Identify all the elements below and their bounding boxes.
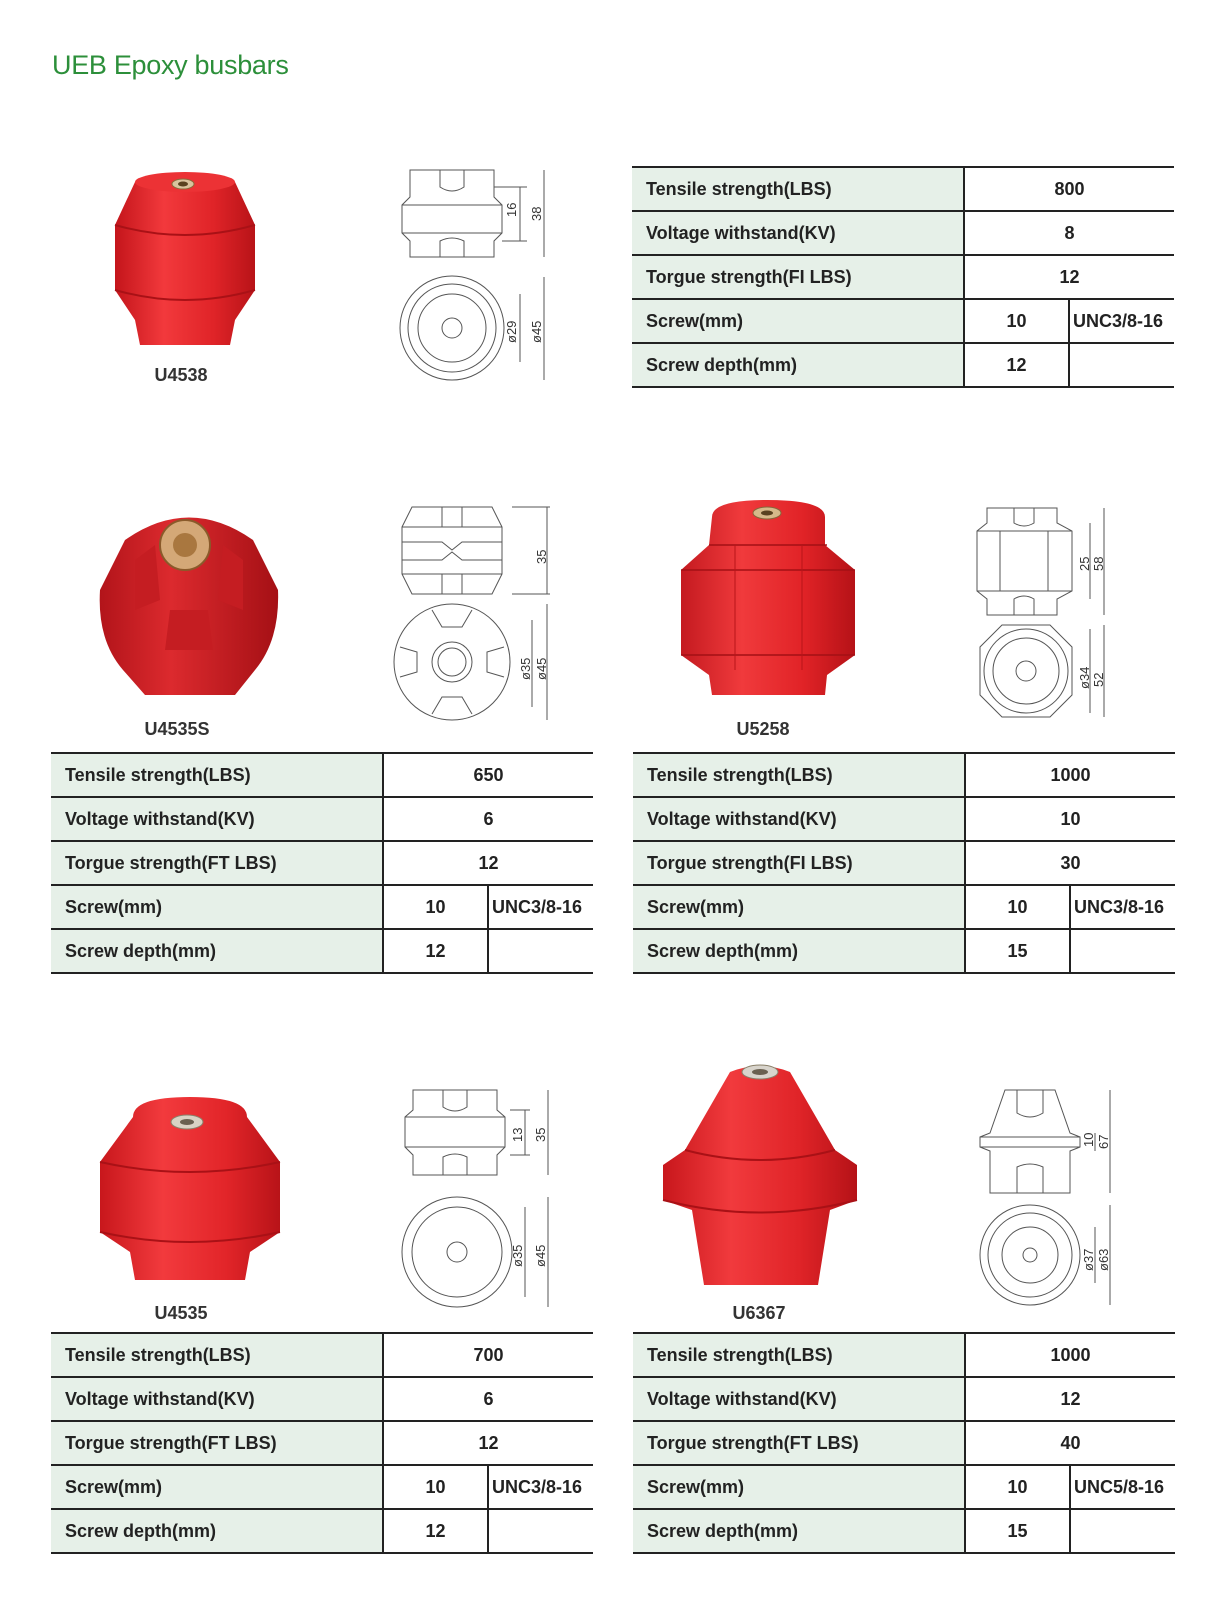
dim-2: 35 (533, 1127, 548, 1142)
table-row: Screw(mm) 10 UNC3/8-16 (51, 1465, 593, 1509)
table-row: Tensile strength(LBS) 700 (51, 1333, 593, 1377)
dim-1: 13 (510, 1127, 525, 1142)
model-label-u4538: U4538 (154, 365, 208, 385)
table-row: Torgue strength(FI LBS) 30 (633, 841, 1175, 885)
dim-2: 67 (1096, 1134, 1111, 1149)
model-label-u4535s: U4535S (144, 719, 210, 739)
spec-table-u4535 (51, 1332, 593, 1554)
table-row: Screw(mm) 10 UNC3/8-16 (632, 299, 1174, 343)
table-row: Tensile strength(LBS) 800 (632, 167, 1174, 211)
table-row: Torgue strength(FI LBS) 12 (632, 255, 1174, 299)
technical-drawing-u6367 (975, 1085, 1125, 1315)
technical-drawing-u4535 (395, 1085, 560, 1310)
dim-3: ø35 (510, 1244, 525, 1267)
spec-table-u4538 (632, 166, 1174, 388)
table-row: Screw(mm) 10 UNC3/8-16 (51, 885, 593, 929)
dim-4: 52 (1091, 672, 1106, 687)
table-row: Voltage withstand(KV) 6 (51, 797, 593, 841)
table-row: Torgue strength(FT LBS) 12 (51, 1421, 593, 1465)
table-row: Screw depth(mm) 15 (633, 1509, 1175, 1553)
dim-4: ø45 (533, 1244, 548, 1267)
dim-4: ø45 (529, 320, 544, 343)
spec-table-u4535s (51, 752, 593, 974)
technical-drawing-u4535s (392, 502, 562, 724)
table-row: Voltage withstand(KV) 10 (633, 797, 1175, 841)
page-title: UEB Epoxy busbars (52, 50, 289, 80)
dim-3: ø34 (1077, 666, 1092, 689)
technical-drawing-u4538 (392, 165, 562, 385)
dim-1: 10 (1081, 1132, 1096, 1147)
dim-3: ø29 (504, 320, 519, 343)
model-label-u5258: U5258 (736, 719, 790, 739)
table-row: Tensile strength(LBS) 1000 (633, 1333, 1175, 1377)
dim-4: ø63 (1096, 1248, 1111, 1271)
dim-1: 25 (1077, 556, 1092, 571)
dim-1: 16 (504, 202, 519, 217)
dim-1: 35 (534, 549, 549, 564)
dim-2: 58 (1091, 556, 1106, 571)
model-label-u4535: U4535 (154, 1303, 208, 1323)
product-photo-u4538 (95, 170, 275, 355)
dim-2: 38 (529, 206, 544, 221)
table-row: Torgue strength(FT LBS) 40 (633, 1421, 1175, 1465)
table-row: Voltage withstand(KV) 6 (51, 1377, 593, 1421)
table-row: Screw(mm) 10 UNC5/8-16 (633, 1465, 1175, 1509)
table-row: Screw depth(mm) 12 (51, 1509, 593, 1553)
technical-drawing-u5258 (972, 503, 1122, 725)
dim-3: ø37 (1081, 1248, 1096, 1271)
table-row: Tensile strength(LBS) 1000 (633, 753, 1175, 797)
model-label-u6367: U6367 (732, 1303, 786, 1323)
table-row: Screw depth(mm) 12 (51, 929, 593, 973)
table-row: Screw depth(mm) 15 (633, 929, 1175, 973)
table-row: Screw(mm) 10 UNC3/8-16 (633, 885, 1175, 929)
table-row: Tensile strength(LBS) 650 (51, 753, 593, 797)
table-row: Torgue strength(FT LBS) 12 (51, 841, 593, 885)
product-photo-u5258 (677, 495, 859, 705)
table-row: Voltage withstand(KV) 12 (633, 1377, 1175, 1421)
dim-3: ø45 (534, 657, 549, 680)
spec-table-u5258 (633, 752, 1175, 974)
dim-2: ø35 (518, 657, 533, 680)
product-photo-u6367 (660, 1060, 860, 1292)
product-photo-u4535 (95, 1092, 285, 1287)
table-row: Screw depth(mm) 12 (632, 343, 1174, 387)
product-photo-u4535s (95, 500, 283, 700)
table-row: Voltage withstand(KV) 8 (632, 211, 1174, 255)
spec-table-u6367 (633, 1332, 1175, 1554)
